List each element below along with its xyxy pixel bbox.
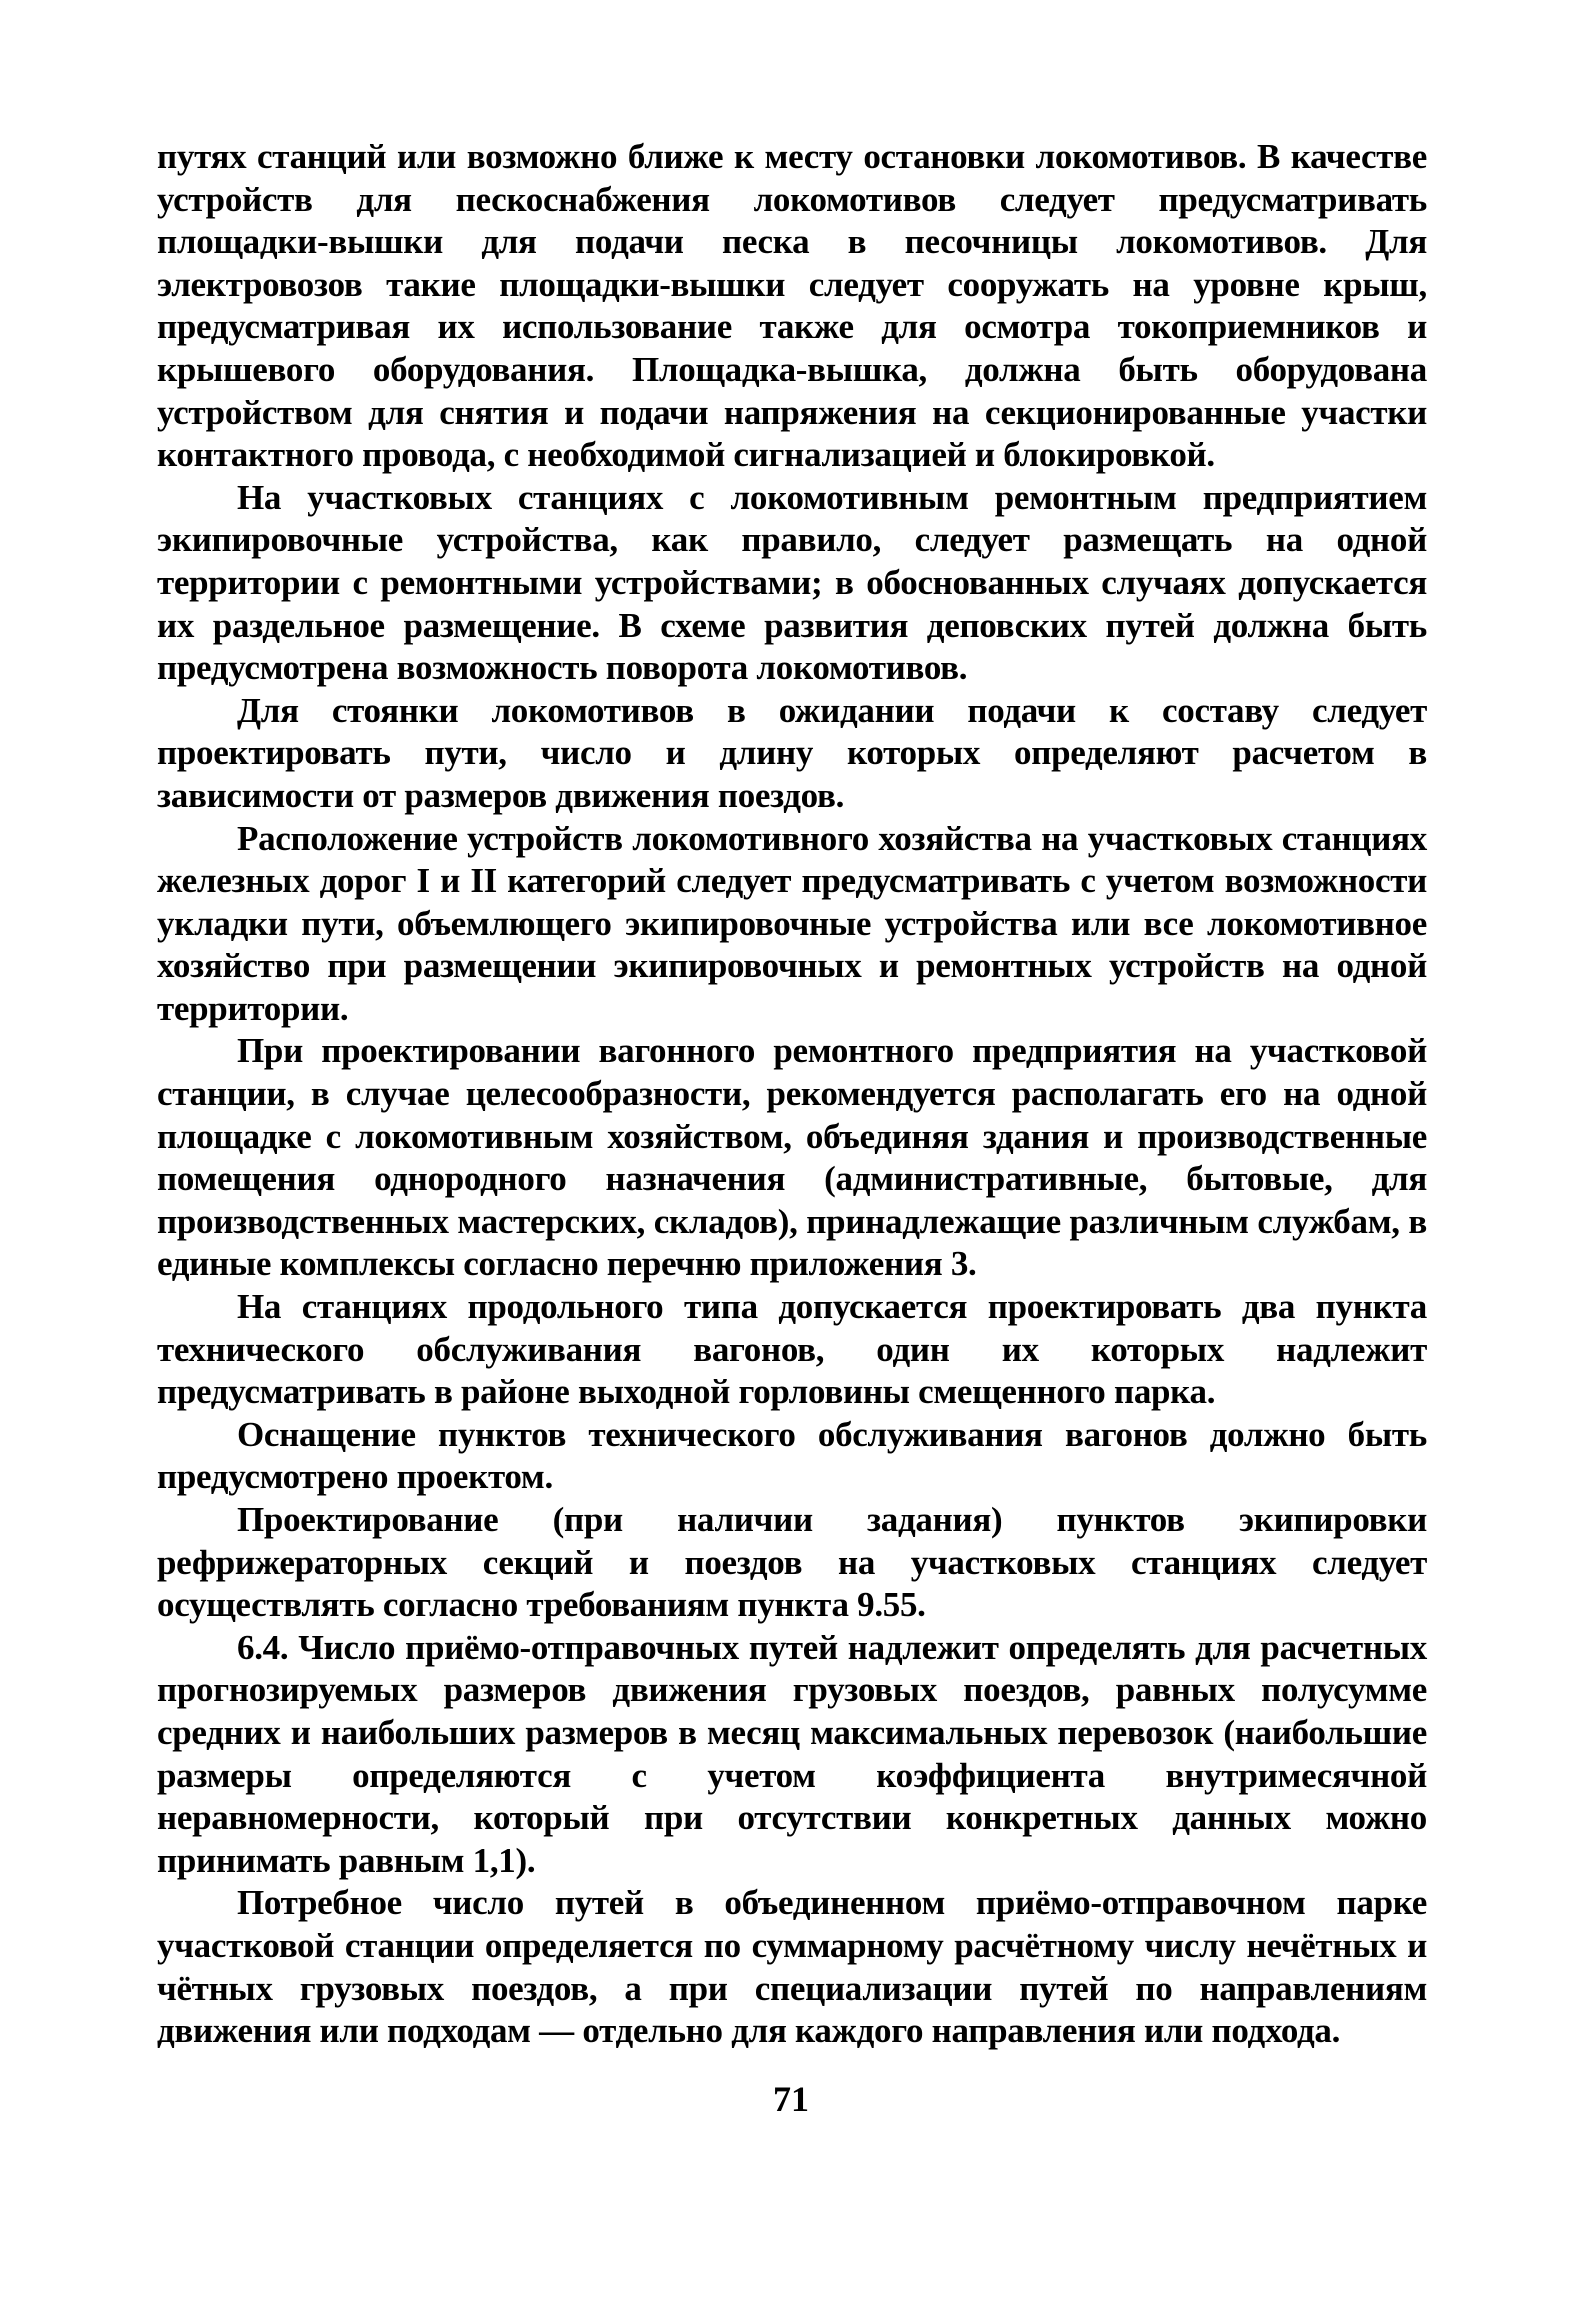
- paragraph-9: 6.4. Число приёмо-отправочных путей надлежит определять для расчетных прогнозируемых размеров движения грузовых поездов, равных полусумме средних и наибольших размеров в месяц максимальных перевозок (наибольшие размеры определяются с учетом коэффициента внутримесячной неравномерности, который при отсутствии конкретных данных можно принимать равным 1,1).: [157, 1627, 1427, 1880]
- paragraph-7: Оснащение пунктов технического обслуживания вагонов должно быть предусмотрено проектом.: [157, 1414, 1427, 1497]
- paragraph-8: Проектирование (при наличии задания) пунктов экипировки рефрижераторных секций и поездов на участковых станциях следует осуществлять согласно требованиям пункта 9.55.: [157, 1500, 1427, 1625]
- paragraph-1: путях станций или возможно ближе к месту остановки локомотивов. В качестве устройств для пескоснабжения локомотивов следует предусматривать площадки-вышки для подачи песка в песочницы локомотивов. Для электровозов такие площадки-вышки следует сооружать на уровне крыш, предусматривая их использование также для осмотра токоприемников и крышевого оборудования. Площадка-вышка, должна быть оборудована устройством для снятия и подачи напряжения на секционированные участки контактного провода, с необходимой сигнализацией и блокировкой.: [157, 137, 1427, 475]
- paragraph-2: На участковых станциях с локомотивным ремонтным предприятием экипировочные устройства, как правило, следует размещать на одной территории с ремонтными устройствами; в обоснованных случаях допускается их раздельное размещение. В схеме развития деповских путей должна быть предусмотрена возможность поворота локомотивов.: [157, 477, 1427, 688]
- paragraph-6: На станциях продольного типа допускается проектировать два пункта технического обслуживания вагонов, один их которых надлежит предусматривать в районе выходной горловины смещенного парка.: [157, 1287, 1427, 1412]
- paragraph-5: При проектировании вагонного ремонтного предприятия на участковой станции, в случае целесообразности, рекомендуется располагать его на одной площадке с локомотивным хозяйством, объединяя здания и производственные помещения однородного назначения (административные, бытовые, для производственных мастерских, складов), принадлежащие различным службам, в единые комплексы согласно перечню приложения 3.: [157, 1031, 1427, 1284]
- paragraph-3: Для стоянки локомотивов в ожидании подачи к составу следует проектировать пути, число и длину которых определяют расчетом в зависимости от размеров движения поездов.: [157, 690, 1427, 815]
- paragraph-4: Расположение устройств локомотивного хозяйства на участковых станциях железных дорог I и II категорий следует предусматривать с учетом возможности укладки пути, объемлющего экипировочные устройства или все локомотивное хозяйство при размещении экипировочных и ремонтных устройств на одной территории.: [157, 818, 1427, 1028]
- page-number: 71: [773, 2079, 809, 2119]
- paragraph-10: Потребное число путей в объединенном приёмо-отправочном парке участковой станции определяется по суммарному расчётному числу нечётных и чётных грузовых поездов, а при специализации путей по направлениям движения или подходам — отдельно для каждого направления или подхода.: [157, 1883, 1427, 2051]
- page-body: [157, 136, 1427, 2053]
